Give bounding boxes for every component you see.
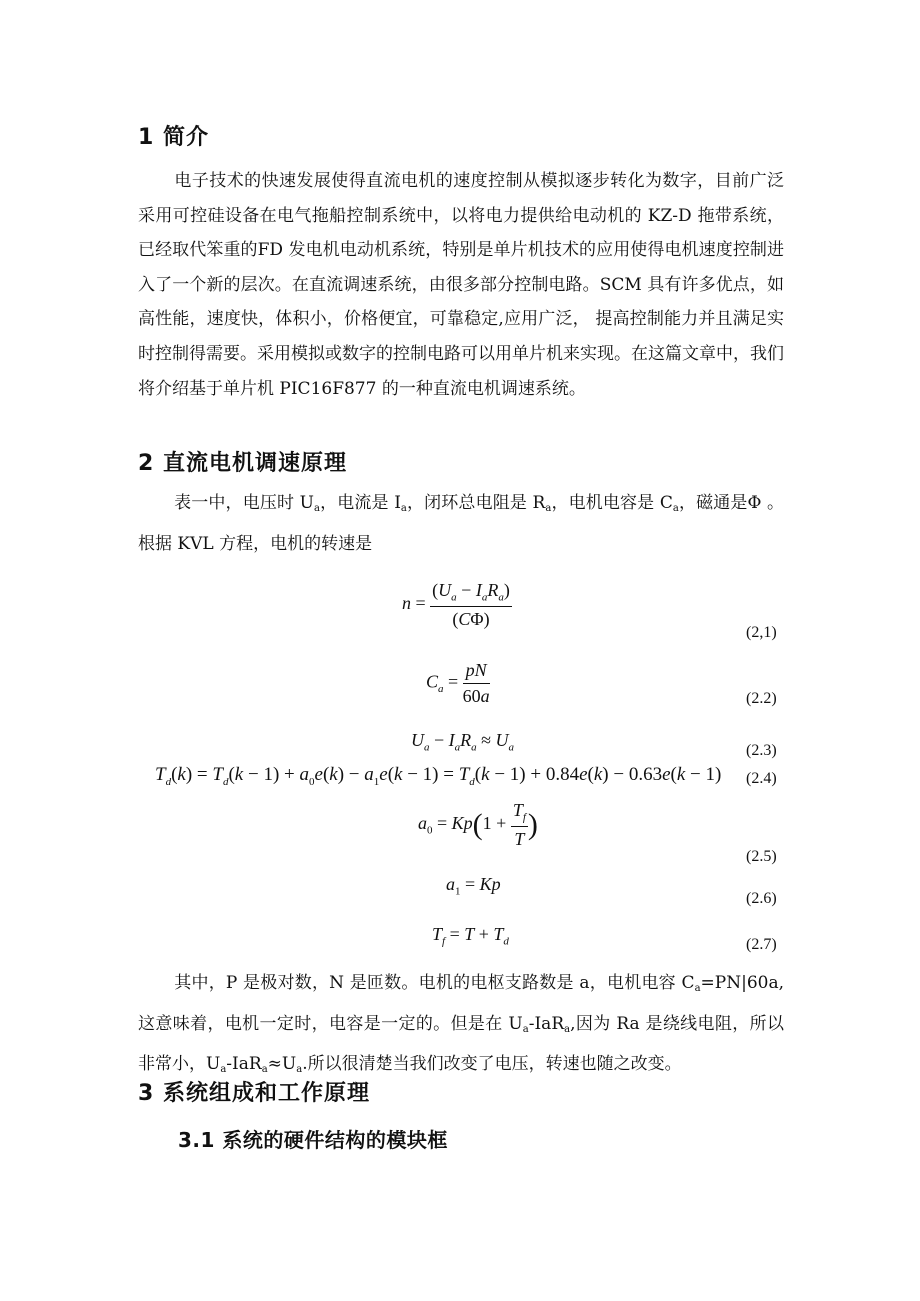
equation-number: (2.4): [746, 770, 777, 787]
section-3-1-heading: 3.1 系统的硬件结构的模块框: [178, 1128, 448, 1152]
equation-number: (2,1): [746, 624, 777, 641]
equation-2-7: $T_f = T + T_d$: [432, 924, 509, 948]
equation-number: (2.7): [746, 936, 777, 953]
section-2-closing: 其中，P 是极对数，N 是匝数。电机的电枢支路数是 a，电机电容 $C_a=PN|60a$,这意味着，电机一定时，电容是一定的。但是在 $U_a-IaR_a$,因为 Ra 是绕线电阻，所以非常小，$U_a-IaR_a\approx U_a$.所以很清楚当我们改变了电压，转速也随之改变。: [138, 973, 784, 1076]
equation-number: (2.6): [746, 890, 777, 907]
section-3-heading: 3 系统组成和工作原理: [138, 1081, 370, 1106]
equation-number: (2.3): [746, 742, 777, 759]
equation-2-5: $a_0 = Kp(1$ + $\frac{T_f}{T}$ ): [418, 800, 538, 849]
section-2-heading: 2 直流电机调速原理: [138, 451, 347, 476]
equation-2-4: $T_d(k) = T_d(k - 1) + a_0e(k) - a_1e(k - 1) = T_d(k - 1) + 0.84e(k) - 0.63e(k - 1)$: [155, 764, 722, 788]
equation-2-2: $C_a$ = $\frac{pN}{60a}$: [426, 660, 490, 706]
equation-2-1: n = $\frac{(U_a - I_aR_a)}{(C\Phi)}$: [402, 580, 510, 629]
section-1-paragraph: 电子技术的快速发展使得直流电机的速度控制从模拟逐步转化为数字，目前广泛采用可控硅设备在电气拖船控制系统中，以将电力提供给电动机的 KZ-D 拖带系统，已经取代笨重的FD 发电机电动机系统，特别是单片机技术的应用使得电机速度控制进入了一个新的层次。在直流调速系统，由很多部分控制电路。SCM 具有许多优点，如高性能，速度快，体积小，价格便宜，可靠稳定,应用广泛， 提高控制能力并且满足实时控制得需要。采用模拟或数字的控制电路可以用单片机来实现。在这篇文章中，我们将介绍基于单片机 PIC16F877 的一种直流电机调速系统。: [138, 171, 784, 399]
equation-number: (2.5): [746, 848, 777, 865]
section-1-heading: 1 简介: [138, 125, 209, 150]
equation-number: (2.2): [746, 690, 777, 707]
equation-2-3: $U_a - I_aR_a \approx U_a$: [411, 730, 515, 754]
section-2-intro: 表一中，电压时 $U_a$，电流是 $I_a$，闭环总电阻是 $R_a$，电机电容是 $C_a$，磁通是Φ 。根据 KVL 方程，电机的转速是: [138, 493, 784, 554]
equation-2-6: $a_1 = Kp$: [446, 874, 501, 898]
